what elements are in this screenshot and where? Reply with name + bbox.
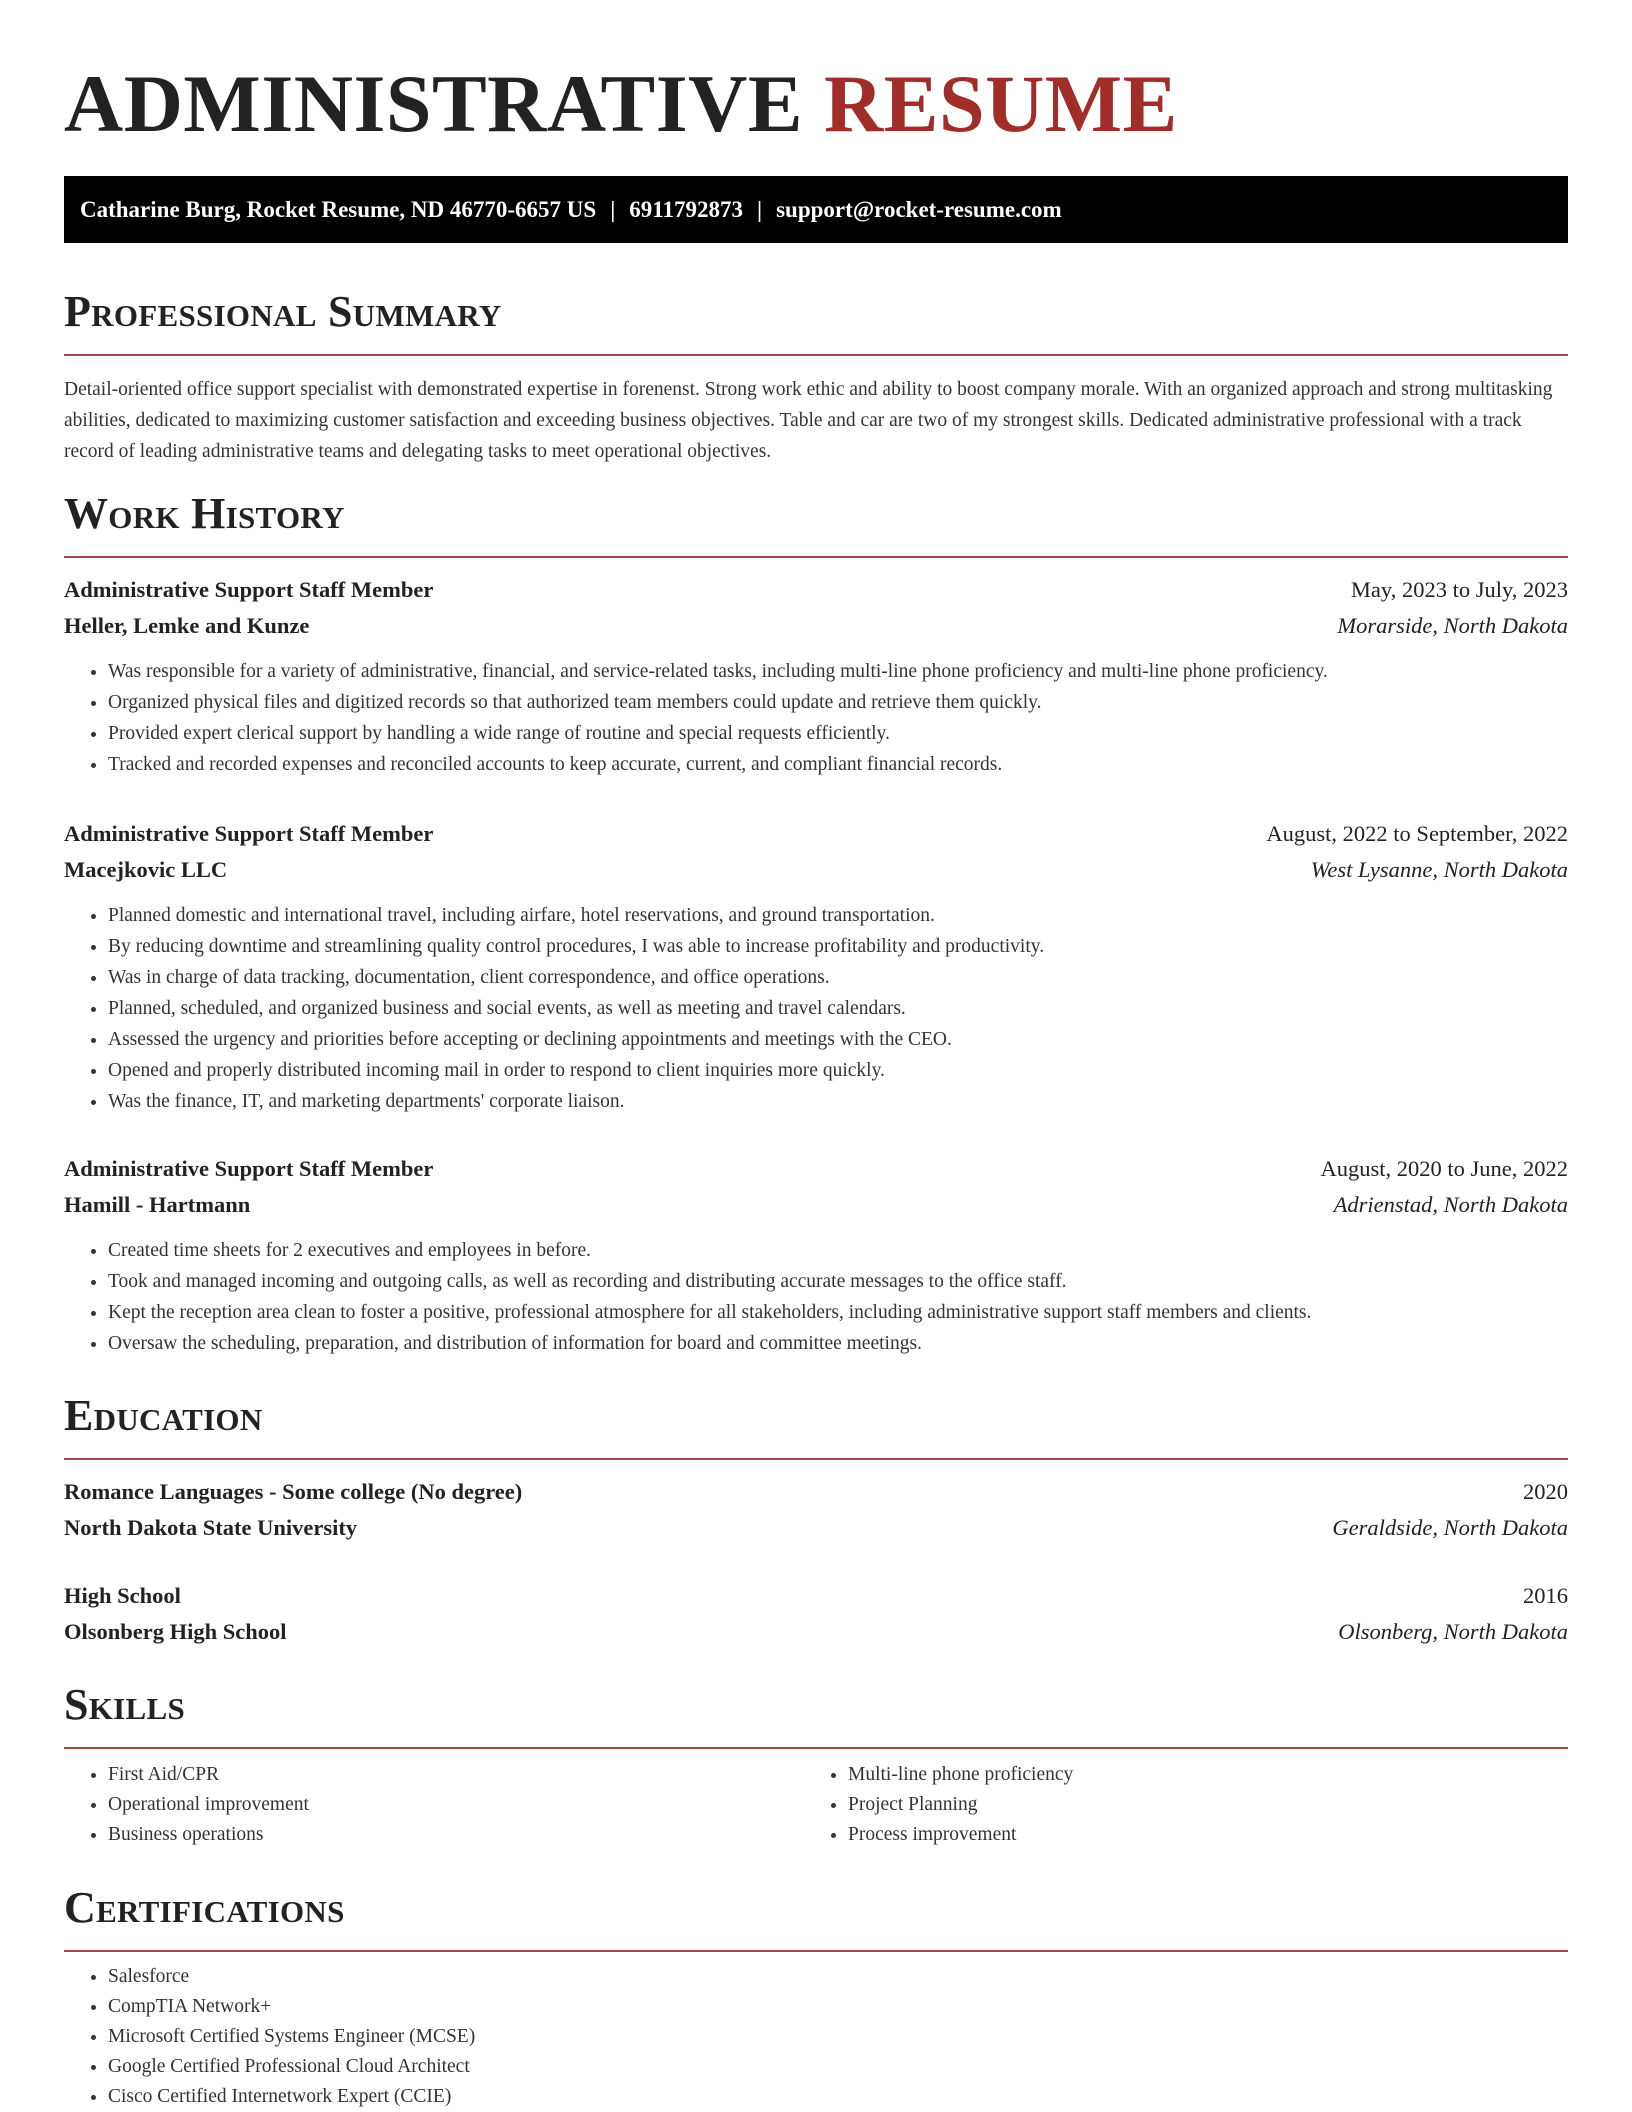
job-bullet: • Created time sheets for 2 executives and employees in before. <box>108 1235 1568 1266</box>
job-bullet: • Planned, scheduled, and organized business and social events, as well as meeting and travel calendars. <box>108 993 1568 1024</box>
contact-phone: 6911792873 <box>629 197 743 222</box>
education-entry <box>64 1578 1568 1650</box>
job-entry <box>64 816 1568 1117</box>
contact-address: Catharine Burg, Rocket Resume, ND 46770-6657 US <box>80 197 597 222</box>
job-location: Adrienstad, North Dakota <box>1333 1192 1568 1217</box>
job-bullets <box>64 656 1568 780</box>
section-divider <box>64 1747 1568 1749</box>
certification-item: • Cisco Certified Internetwork Expert (CCIE) <box>108 2082 475 2112</box>
skill-item: • Project Planning <box>848 1790 1073 1820</box>
job-bullet: • Assessed the urgency and priorities before accepting or declining appointments and meetings with the CEO. <box>108 1024 1568 1055</box>
skill-item: • Process improvement <box>848 1820 1073 1850</box>
certifications-heading: Certifications <box>64 1883 345 1932</box>
skill-item: • Business operations <box>108 1820 309 1850</box>
job-bullet: • By reducing downtime and streamlining quality control procedures, I was able to increase profitability and productivity. <box>108 931 1568 962</box>
job-company-row <box>64 1187 1568 1223</box>
contact-separator: | <box>757 197 763 222</box>
job-company: Hamill - Hartmann <box>64 1192 251 1217</box>
skills-section <box>64 1677 1568 1749</box>
skill-item: • Operational improvement <box>108 1790 309 1820</box>
resume-title <box>64 54 1178 154</box>
certifications-section <box>64 1880 1568 1952</box>
job-header-row <box>64 1151 1568 1187</box>
job-title: Administrative Support Staff Member <box>64 577 434 602</box>
job-company: Heller, Lemke and Kunze <box>64 613 310 638</box>
job-bullet: • Planned domestic and international travel, including airfare, hotel reservations, and ground transportation. <box>108 900 1568 931</box>
job-bullet: • Opened and properly distributed incoming mail in order to respond to client inquiries more quickly. <box>108 1055 1568 1086</box>
education-location: Olsonberg, North Dakota <box>1338 1619 1568 1644</box>
skill-item: • Multi-line phone proficiency <box>848 1760 1073 1790</box>
skills-list-left <box>64 1760 309 1850</box>
education-year: 2020 <box>1523 1479 1568 1504</box>
education-section <box>64 1388 1568 1460</box>
job-bullet: • Tracked and recorded expenses and reconciled accounts to keep accurate, current, and compliant financial records. <box>108 749 1568 780</box>
job-location: Morarside, North Dakota <box>1337 613 1568 638</box>
education-header-row <box>64 1578 1568 1614</box>
section-divider <box>64 354 1568 356</box>
job-bullets <box>64 900 1568 1117</box>
skills-heading: Skills <box>64 1680 186 1729</box>
job-bullet: • Kept the reception area clean to foster a positive, professional atmosphere for all stakeholders, including administrative support staff members and clients. <box>108 1297 1568 1328</box>
education-location: Geraldside, North Dakota <box>1332 1515 1568 1540</box>
certification-item: • Salesforce <box>108 1962 475 1992</box>
contact-email: support@rocket-resume.com <box>776 197 1062 222</box>
education-year: 2016 <box>1523 1583 1568 1608</box>
contact-separator: | <box>610 197 616 222</box>
section-divider <box>64 1950 1568 1952</box>
education-header-row <box>64 1474 1568 1510</box>
job-bullets <box>64 1235 1568 1359</box>
job-bullet: • Provided expert clerical support by handling a wide range of routine and special requests efficiently. <box>108 718 1568 749</box>
job-location: West Lysanne, North Dakota <box>1310 857 1568 882</box>
certification-item: • Google Certified Professional Cloud Architect <box>108 2052 475 2082</box>
certification-item: • CompTIA Network+ <box>108 1992 475 2022</box>
job-bullet: • Was the finance, IT, and marketing departments' corporate liaison. <box>108 1086 1568 1117</box>
job-dates: August, 2020 to June, 2022 <box>1320 1156 1568 1181</box>
job-bullet: • Oversaw the scheduling, preparation, and distribution of information for board and committee meetings. <box>108 1328 1568 1359</box>
job-dates: August, 2022 to September, 2022 <box>1266 821 1568 846</box>
skill-item: • First Aid/CPR <box>108 1760 309 1790</box>
skills-list-right <box>804 1760 1073 1850</box>
work-history-section <box>64 486 1568 558</box>
title-accent-word: RESUME <box>824 58 1178 149</box>
education-heading: Education <box>64 1391 263 1440</box>
summary-section <box>64 284 1568 467</box>
job-bullet: • Was in charge of data tracking, documentation, client correspondence, and office operations. <box>108 962 1568 993</box>
job-header-row <box>64 816 1568 852</box>
job-company: Macejkovic LLC <box>64 857 228 882</box>
job-dates: May, 2023 to July, 2023 <box>1350 577 1568 602</box>
summary-heading: Professional Summary <box>64 287 502 336</box>
work-history-heading: Work History <box>64 489 345 538</box>
certification-item: • Microsoft Certified Systems Engineer (MCSE) <box>108 2022 475 2052</box>
education-school-row <box>64 1614 1568 1650</box>
section-divider <box>64 1458 1568 1460</box>
job-bullet: • Was responsible for a variety of administrative, financial, and service-related tasks, including multi-line phone proficiency and multi-line phone proficiency. <box>108 656 1568 687</box>
job-bullet: • Organized physical files and digitized records so that authorized team members could update and retrieve them quickly. <box>108 687 1568 718</box>
job-entry <box>64 1151 1568 1359</box>
contact-bar <box>64 176 1568 243</box>
job-entry <box>64 572 1568 780</box>
job-title: Administrative Support Staff Member <box>64 1156 434 1181</box>
summary-text: Detail-oriented office support specialist with demonstrated expertise in forenenst. Strong work ethic and ability to boost company morale. With an organized approach and strong multitasking abilities, dedicated to maximizing customer satisfaction and exceeding business objectives. Table and car are two of my strongest skills. Dedicated administrative professional with a track record of leading administrative teams and delegating tasks to meet operational objectives. <box>64 379 1553 462</box>
job-bullet: • Took and managed incoming and outgoing calls, as well as recording and distributing accurate messages to the office staff. <box>108 1266 1568 1297</box>
certifications-list <box>64 1962 475 2112</box>
job-company-row <box>64 608 1568 644</box>
section-divider <box>64 556 1568 558</box>
job-title: Administrative Support Staff Member <box>64 821 434 846</box>
job-header-row <box>64 572 1568 608</box>
title-dark-word: ADMINISTRATIVE <box>64 58 804 149</box>
education-school: Olsonberg High School <box>64 1619 287 1644</box>
education-entry <box>64 1474 1568 1546</box>
education-degree: Romance Languages - Some college (No degree) <box>64 1479 523 1504</box>
education-school: North Dakota State University <box>64 1515 358 1540</box>
education-school-row <box>64 1510 1568 1546</box>
education-degree: High School <box>64 1583 181 1608</box>
job-company-row <box>64 852 1568 888</box>
